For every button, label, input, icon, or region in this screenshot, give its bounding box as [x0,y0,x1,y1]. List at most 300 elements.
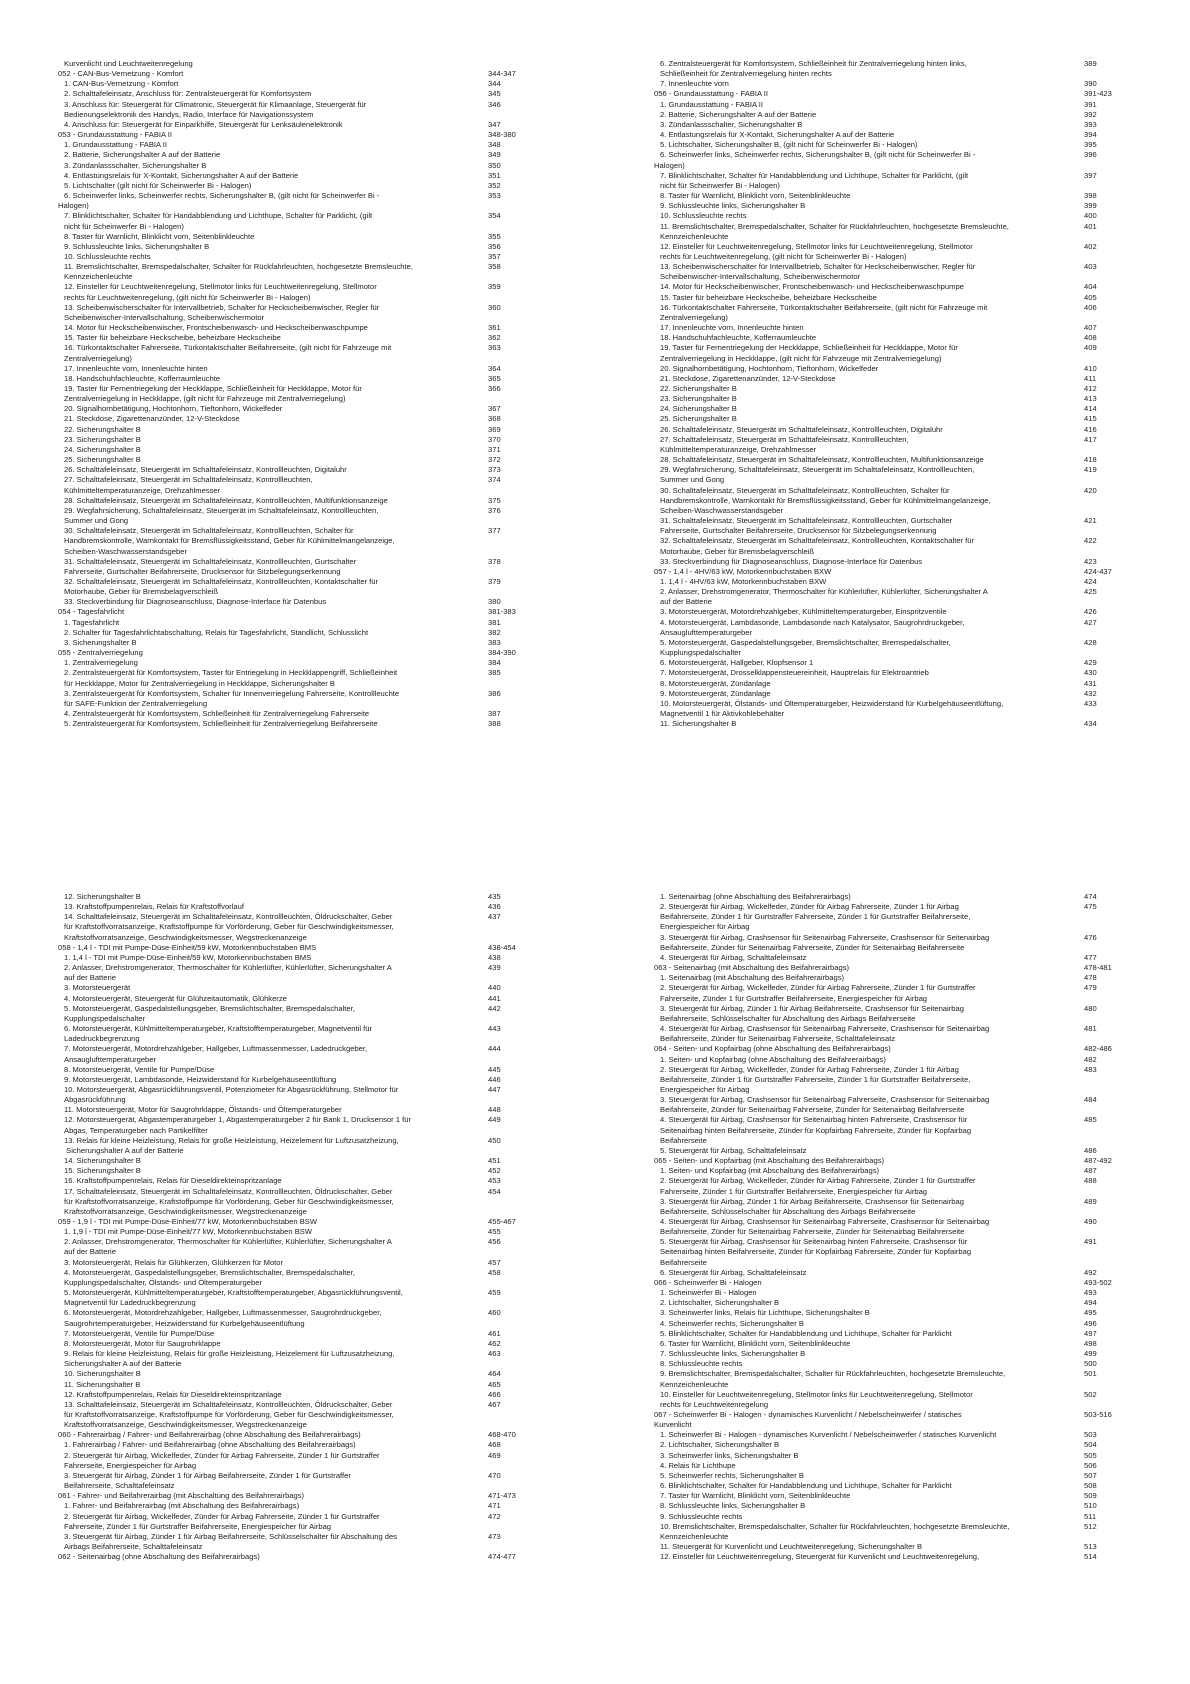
toc-entry [58,252,528,262]
toc-entry [58,1176,528,1186]
toc-entry [58,994,528,1004]
toc-section [654,1044,1124,1054]
toc-entry [654,1440,1124,1450]
toc-section [58,130,528,140]
toc-entry [58,638,528,648]
toc-text: Kennzeichenleuchte [660,231,729,241]
toc-entry [654,668,1124,678]
toc-text: 24. Sicherungshalter B [64,444,141,454]
toc-text: 12. Einsteller für Leuchtweitenregelung, Stellmotor links für Leuchtweitenregelung, Stellmotor [660,241,973,251]
toc-entry [654,1055,1124,1065]
toc-text: 26. Schalttafeleinsatz, Steuergerät im Schalttafeleinsatz, Kontrollleuchten, Digitaluhr [64,465,347,475]
toc-page-number: 466 [488,1389,501,1399]
toc-entry [58,668,528,678]
toc-text: 14. Motor für Heckscheibenwischer, Frontscheibenwasch- und Heckscheibenwaschpumpe [660,282,964,292]
toc-entry [58,1115,528,1125]
toc-entry-continuation [654,1136,1124,1146]
toc-page-number: 451 [488,1156,501,1166]
toc-entry-continuation [654,648,1124,658]
toc-entry [58,1400,528,1410]
toc-text: 19. Taster für Fernentriegelung der Heckklappe, Schließeinheit für Heckklappe, Motor für [64,384,362,393]
toc-entry-continuation [58,1034,528,1044]
toc-entry [654,374,1124,384]
toc-entry [58,577,528,587]
toc-entry [654,607,1124,617]
toc-page-number: 408 [1084,333,1097,343]
toc-page-number: 375 [488,495,501,505]
toc-text: Ansauglufttemperaturgeber [64,1054,157,1064]
toc-text: 1. Seiten- und Kopfairbag (ohne Abschaltung des Beifahrerairbags) [660,1054,886,1064]
toc-entry [654,1512,1124,1522]
toc-entry-continuation [58,313,528,323]
toc-page-number: 456 [488,1237,501,1247]
toc-entry [58,1329,528,1339]
toc-entry [654,282,1124,292]
toc-entry [654,699,1124,709]
toc-text: 066 - Scheinwerfer Bi - Halogen [654,1277,762,1287]
toc-column-bottom-right [654,892,1124,1562]
toc-entry [654,892,1124,902]
toc-page-number: 474-477 [488,1552,516,1562]
toc-text: 067 - Scheinwerfer Bi - Halogen - dynamisches Kurvenlicht / Nebelscheinwerfer / statisches [654,1409,962,1419]
toc-page-number: 398 [1084,191,1097,201]
toc-page-number: 442 [488,1003,501,1013]
toc-text: Ladedruckbegrenzung [64,1034,140,1044]
toc-page-number: 402 [1084,241,1097,251]
toc-page-number: 389 [1084,59,1097,68]
toc-entry [654,262,1124,272]
toc-entry [654,425,1124,435]
toc-text: 27. Schalttafeleinsatz, Steuergerät im Schalttafeleinsatz, Kontrollleuchten, [660,434,909,444]
toc-entry [58,120,528,130]
toc-text: Energiespeicher für Airbag [660,922,750,932]
toc-text: Beifahrerseite [660,1257,707,1267]
toc-page-number: 413 [1084,394,1097,404]
toc-page-number: 485 [1084,1115,1097,1125]
toc-entry [58,181,528,191]
toc-text: Kupplungspedalschalter, Ölstands- und Öltemperaturgeber [64,1277,262,1287]
toc-text: 5. Lichtschalter (gilt nicht für Scheinwerfer Bi - Halogen) [64,180,252,190]
toc-entry [58,597,528,607]
toc-text: 17. Schalttafeleinsatz, Steuergerät im Schalttafeleinsatz, Kontrollleuchten, Öldruckschalter, Geber [64,1186,393,1196]
toc-page-number: 495 [1084,1308,1097,1318]
toc-entry [654,486,1124,496]
toc-entry [654,1339,1124,1349]
toc-entry [58,384,528,394]
toc-text: Summer und Gong [660,475,725,485]
toc-page-number: 455 [488,1227,501,1237]
toc-page-number: 344-347 [488,69,516,79]
toc-text: 5. Blinklichtschalter, Schalter für Handabblendung und Lichthupe, Schalter für Parklicht [660,1328,952,1338]
toc-page-number: 430 [1084,668,1097,678]
toc-text: 13. Kraftstoffpumpenrelais, Relais für Kraftstoffvorlauf [64,902,244,912]
toc-text: nicht für Scheinwerfer Bi - Halogen) [660,180,780,190]
toc-entry [654,130,1124,140]
toc-page-number: 411 [1084,373,1097,383]
toc-page-number: 377 [488,526,501,536]
toc-column-bottom-left [58,892,528,1562]
toc-page-number: 441 [488,993,501,1003]
toc-entry [654,536,1124,546]
toc-page-number: 501 [1084,1369,1097,1379]
toc-page-number: 433 [1084,698,1097,708]
toc-entry [654,973,1124,983]
toc-page-number: 385 [488,668,501,678]
toc-page-number: 448 [488,1105,501,1115]
toc-page-number: 455-467 [488,1217,516,1226]
toc-entry-continuation [654,445,1124,455]
toc-page-number: 418 [1084,455,1097,465]
toc-text: Zentralverriegelung in Heckklappe, (gilt nicht für Fahrzeuge mit Zentralverriegelung) [64,394,346,404]
toc-text: 2. Anlasser, Drehstromgenerator, Thermoschalter für Kühlerlüfter, Kühlerlüfter, Sicherungshalter A [64,1237,392,1247]
toc-text: rechts für Leuchtweitenregelung, (gilt nicht für Scheinwerfer Bi - Halogen) [660,251,907,261]
toc-text: 4. Scheinwerfer rechts, Sicherungshalter B [660,1318,804,1328]
toc-text: Beifahrerseite, Schalttafeleinsatz [64,1481,175,1491]
toc-entry-continuation [654,912,1124,922]
toc-section [58,1552,528,1562]
toc-entry [654,577,1124,587]
toc-text: Zentralverriegelung) [660,312,728,322]
toc-page-number: 511 [1084,1511,1097,1521]
toc-entry [58,303,528,313]
toc-text: 7. Innenleuchte vorn [660,79,729,89]
toc-text: 16. Kraftstoffpumpenrelais, Relais für Dieseldirekteinspritzanlage [64,1176,282,1186]
toc-text: 2. Schalttafeleinsatz, Anschluss für: Zentralsteuergerät für Komfortsystem [64,89,312,99]
toc-text: Motorhaube, Geber für Bremsbelagverschleiß [64,587,219,597]
toc-page-number: 446 [488,1074,501,1084]
toc-entry-continuation [58,1542,528,1552]
toc-entry [654,79,1124,89]
toc-entry [58,150,528,160]
toc-text: 11. Bremslichtschalter, Bremspedalschalter, Schalter für Rückfahrleuchten, hochgesetzte Bremsleuchte, [660,221,1009,231]
toc-entry [654,1268,1124,1278]
toc-text: 14. Motor für Heckscheibenwischer, Frontscheibenwasch- und Heckscheibenwaschpumpe [64,323,368,333]
toc-text: 2. Lichtschalter, Sicherungshalter B [660,1298,780,1308]
toc-page-number: 469 [488,1450,501,1460]
toc-page-number: 462 [488,1338,501,1348]
toc-entry [58,1156,528,1166]
toc-page-number: 373 [488,465,501,475]
toc-text: 1. 1,4 l - 4HV/63 kW, Motorkennbuchstaben BXW [660,576,827,586]
toc-text: 10. Sicherungshalter B [64,1369,141,1379]
toc-text: Zentralverriegelung) [64,353,132,363]
toc-page-number: 450 [488,1135,501,1145]
toc-page-number: 425 [1084,587,1097,597]
toc-page-number: 499 [1084,1349,1097,1359]
toc-page-number: 507 [1084,1470,1097,1480]
toc-text: 22. Sicherungshalter B [64,424,141,434]
toc-page-number: 386 [488,688,501,698]
toc-entry [654,679,1124,689]
toc-page-number: 358 [488,262,501,272]
toc-entry [654,1481,1124,1491]
toc-entry [654,1095,1124,1105]
toc-text: 8. Motorsteuergerät, Motor für Saugrohrklappe [64,1338,221,1348]
toc-text: 12. Einsteller für Leuchtweitenregelung, Steuergerät für Kurvenlicht und Leuchtweitenregelung, [660,1552,980,1562]
toc-text: 059 - 1,9 l - TDI mit Pumpe-Düse-Einheit/77 kW, Motorkennbuchstaben BSW [58,1217,318,1226]
toc-text: 4. Motorsteuergerät, Lambdasonde, Lambdasonde nach Katalysator, Saugrohrdruckgeber, [660,617,965,627]
toc-entry [654,1471,1124,1481]
toc-page-number: 355 [488,231,501,241]
toc-text: 1. Grundausstattung - FABIA II [64,140,167,150]
toc-text: Zentralverriegelung in Heckklappe, (gilt nicht für Fahrzeuge mit Zentralverriegelung) [660,353,942,363]
toc-entry-continuation [654,1247,1124,1257]
toc-entry [58,953,528,963]
toc-page-number: 367 [488,404,501,414]
toc-entry [654,1288,1124,1298]
toc-text: 1. Scheinwerfer Bi - Halogen [660,1288,757,1298]
toc-text: Kurvenlicht [654,1420,692,1430]
toc-text: Seitenairbag hinten Beifahrerseite, Zünder für Kopfairbag Fahrerseite, Zünder für Kopfairbag [660,1247,972,1257]
toc-section [58,943,528,953]
toc-text: 11. Steuergerät für Kurvenlicht und Leuchtweitenregelung, Sicherungshalter B [660,1542,923,1551]
toc-entry [654,1461,1124,1471]
toc-text: 5. Zentralsteuergerät für Komfortsystem, Schließeinheit für Zentralverriegelung Beifahrerseite [64,719,378,729]
toc-page-number: 436 [488,902,501,912]
toc-page-number: 423 [1084,556,1097,566]
toc-entry [654,465,1124,475]
toc-page-number: 482 [1084,1054,1097,1064]
toc-page-number: 468 [488,1440,501,1450]
toc-page-number: 478-481 [1084,963,1112,973]
toc-entry-continuation [654,1380,1124,1390]
toc-entry [58,1004,528,1014]
toc-entry [654,1359,1124,1369]
toc-text: 6. Blinklichtschalter, Schalter für Handabblendung und Lichthupe, Schalter für Parklicht [660,1481,952,1491]
toc-entry [58,364,528,374]
toc-page-number: 482-486 [1084,1044,1112,1054]
toc-page-number: 498 [1084,1338,1097,1348]
toc-text: 1. 1,4 l - TDI mit Pumpe-Düse-Einheit/59 kW, Motorkennbuchstaben BMS [64,952,312,962]
toc-text: 1. Scheinwerfer Bi - Halogen - dynamisches Kurvenlicht / Nebelscheinwerfer / statisches Kurvenlicht [660,1430,997,1440]
toc-entry [58,323,528,333]
toc-entry [58,709,528,719]
toc-page-number: 368 [488,414,501,424]
toc-text: 15. Taster für beheizbare Heckscheibe, beheizbare Heckscheibe [64,333,281,343]
toc-entry-continuation [654,1207,1124,1217]
toc-text: 052 - CAN-Bus-Vernetzung - Komfort [58,69,184,79]
toc-text: Beifahrerseite, Zünder für Seitenairbag Fahrerseite, Zünder für Seitenairbag Beifahrerseite [660,942,965,952]
toc-page-number: 514 [1084,1552,1097,1562]
toc-page-number: 371 [488,444,501,454]
toc-entry [654,191,1124,201]
toc-section [654,963,1124,973]
toc-entry-continuation [654,922,1124,932]
toc-text: 3. Zündanlassschalter, Sicherungshalter B [64,160,207,170]
toc-page-number: 424 [1084,576,1097,586]
toc-text: 11. Bremslichtschalter, Bremspedalschalter, Schalter für Rückfahrleuchten, hochgesetzte Bremsleuchte, [64,262,413,272]
toc-entry [58,242,528,252]
toc-page-number: 387 [488,709,501,718]
toc-page-number: 459 [488,1288,501,1298]
toc-text: 8. Taster für Warnlicht, Blinklicht vorn, Seitenblinkleuchte [660,191,851,201]
toc-text: 2. Steuergerät für Airbag, Wickelfeder, Zünder für Airbag Fahrerseite, Zünder 1 für Gurtstraffer [660,1176,976,1186]
toc-text: 065 - Seiten- und Kopfairbag (mit Abschaltung des Beifahrerairbags) [654,1156,885,1166]
toc-page-number: 483 [1084,1064,1097,1074]
toc-entry [58,496,528,506]
toc-page-number: 427 [1084,617,1097,627]
toc-page-number: 407 [1084,323,1097,333]
toc-text: 31. Schalttafeleinsatz, Steuergerät im Schalttafeleinsatz, Kontrollleuchten, Gurtschalter [660,516,953,526]
toc-text: 5. Steuergerät für Airbag, Schalttafeleinsatz [660,1145,807,1155]
toc-text: 21. Steckdose, Zigarettenanzünder, 12-V-Steckdose [660,373,836,383]
toc-section [654,89,1124,99]
toc-entry-continuation [58,110,528,120]
toc-page-number: 493 [1084,1288,1097,1298]
toc-text: 1. Seiten- und Kopfairbag (mit Abschaltung des Beifahrerairbags) [660,1166,880,1176]
toc-text: 18. Handschuhfachleuchte, Kofferraumleuchte [660,333,817,343]
toc-text: 3. Steuergerät für Airbag, Zünder 1 für Airbag Beifahrerseite, Crashsensor für Seitenairbag [660,1196,964,1206]
toc-page-number: 438 [488,952,501,962]
toc-section [58,607,528,617]
toc-text: Beifahrerseite, Zünder für Seitenairbag Fahrerseite, Zünder für Seitenairbag Beifahrerseite [660,1105,965,1115]
toc-entry [58,526,528,536]
toc-page-number: 420 [1084,485,1097,495]
toc-entry-continuation [58,1146,528,1156]
toc-entry [58,404,528,414]
toc-entry-continuation [654,526,1124,536]
toc-text: 4. Steuergerät für Airbag, Crashsensor für Seitenairbag hinten Fahrerseite, Crashsensor für [660,1115,968,1125]
toc-page-number: 468-470 [488,1430,516,1440]
toc-entry-continuation [654,628,1124,638]
toc-text: 1. Grundausstattung - FABIA II [660,99,763,109]
toc-page-number: 348-380 [488,130,516,140]
toc-page-number: 410 [1084,363,1097,373]
toc-text: 13. Scheibenwischerschalter für Intervallbetrieb, Schalter für Heckscheibenwischer, Regler für [660,262,976,272]
toc-page-number: 510 [1084,1501,1097,1511]
toc-entry [654,1166,1124,1176]
toc-entry [654,384,1124,394]
toc-entry [58,232,528,242]
toc-entry [654,242,1124,252]
toc-text: 057 - 1,4 l - 4HV/63 kW, Motorkennbuchstaben BXW [654,566,832,576]
toc-entry [58,719,528,729]
toc-page-number: 505 [1084,1450,1097,1460]
toc-entry [58,445,528,455]
toc-entry [654,404,1124,414]
toc-page-number: 503 [1084,1430,1097,1440]
toc-text: auf der Batterie [660,597,712,607]
toc-text: 1. 1,9 l - TDI mit Pumpe-Düse-Einheit/77 kW, Motorkennbuchstaben BSW [64,1227,313,1237]
toc-text: 11. Sicherungshalter B [660,719,737,729]
toc-text: Scheiben-Waschwasserstandsgeber [660,505,783,515]
toc-page-number: 362 [488,333,501,343]
toc-entry-continuation [58,679,528,689]
toc-entry [654,1237,1124,1247]
toc-page-number: 492 [1084,1267,1097,1277]
toc-entry [58,1268,528,1278]
toc-entry [654,394,1124,404]
toc-text: Abgasrückführung [64,1095,126,1105]
toc-entry [654,140,1124,150]
toc-entry [654,1176,1124,1186]
toc-text: 27. Schalttafeleinsatz, Steuergerät im Schalttafeleinsatz, Kontrollleuchten, [64,475,313,485]
toc-text: 055 - Zentralverriegelung [58,648,143,658]
toc-page-number: 460 [488,1308,501,1318]
toc-page-number: 382 [488,627,501,637]
toc-page-number: 394 [1084,130,1097,140]
toc-text: 25. Sicherungshalter B [660,414,737,424]
toc-entry-continuation [654,161,1124,171]
toc-entry [58,374,528,384]
toc-entry [654,1298,1124,1308]
toc-entry [654,1146,1124,1156]
toc-text: Kupplungspedalschalter [660,648,742,658]
toc-entry [654,1501,1124,1511]
toc-text: 2. Zentralsteuergerät für Komfortsystem, Taster für Entriegelung in Heckklappengriff, Schließeinheit [64,668,398,678]
toc-page-number: 357 [488,251,501,261]
toc-entry-continuation [58,1014,528,1024]
toc-entry [58,414,528,424]
toc-text: 7. Taster für Warnlicht, Blinklicht vorn, Seitenblinkleuchte [660,1491,851,1501]
toc-page-number: 497 [1084,1328,1097,1338]
toc-page-number: 447 [488,1084,501,1094]
toc-text: Energiespeicher für Airbag [660,1084,750,1094]
toc-entry-continuation [58,1197,528,1207]
toc-entry [58,557,528,567]
toc-entry [58,1075,528,1085]
toc-page-number: 366 [488,384,501,393]
toc-page-number: 381 [488,617,501,627]
toc-entry [654,658,1124,668]
toc-page-number: 372 [488,455,501,465]
toc-page-number: 475 [1084,902,1097,912]
toc-page-number: 463 [488,1349,501,1359]
toc-entry-continuation [654,547,1124,557]
toc-page-number: 480 [1084,1003,1097,1013]
toc-text: 17. Innenleuchte vorn, Innenleuchte hinten [660,323,804,333]
toc-text: 13. Schalttafeleinsatz, Steuergerät im Schalttafeleinsatz, Kontrollleuchten, Öldruckschalter, Geber [64,1399,393,1409]
toc-text: 5. Scheinwerfer rechts, Sicherungshalter B [660,1470,804,1480]
toc-text: 3. Steuergerät für Airbag, Zünder 1 für Airbag Beifahrerseite, Crashsensor für Seitenairbag [660,1003,964,1013]
toc-text: 5. Motorsteuergerät, Kühlmitteltemperaturgeber, Kraftstofftemperaturgeber, Abgasrückführungsventil, [64,1288,403,1298]
toc-entry [58,333,528,343]
toc-page-number: 432 [1084,688,1097,698]
toc-text: 7. Schlussleuchte links, Sicherungshalter B [660,1349,806,1359]
toc-page-number: 491 [1084,1237,1097,1247]
toc-text: 4. Zentralsteuergerät für Komfortsystem, Schließeinheit für Zentralverriegelung Fahrerseite [64,709,370,718]
toc-entry [58,1065,528,1075]
toc-page-number: 465 [488,1379,501,1389]
toc-page-number: 388 [488,719,501,729]
toc-text: 6. Taster für Warnlicht, Blinklicht vorn, Seitenblinkleuchte [660,1338,851,1348]
toc-text: 3. Steuergerät für Airbag, Crashsensor für Seitenairbag Fahrerseite, Crashsensor für Seitenairbag [660,1095,990,1105]
toc-column-top-right [654,59,1124,729]
toc-page-number: 477 [1084,952,1097,962]
toc-page-number: 383 [488,637,501,647]
toc-page-number: 470 [488,1470,501,1480]
toc-text: 6. Motorsteuergerät, Hallgeber, Klopfsensor 1 [660,658,814,668]
toc-entry [654,222,1124,232]
toc-page-number: 438-454 [488,942,516,952]
toc-text: 12. Kraftstoffpumpenrelais, Relais für Dieseldirekteinspritzanlage [64,1389,282,1399]
toc-text: Sicherungshalter A auf der Batterie [64,1145,184,1155]
toc-page-number: 412 [1084,384,1097,393]
toc-page-number: 378 [488,556,501,566]
toc-page-number: 486 [1084,1145,1097,1155]
toc-text: 3. Motorsteuergerät [64,983,131,993]
toc-text: 1. Tagesfahrlicht [64,617,120,627]
toc-text: für SAFE-Funktion der Zentralverriegelung [64,698,208,708]
toc-text: Handbremskontrolle, Warnkontakt für Bremsflüssigkeitsstand, Geber für Kühlmittelmangelanzeige, [64,536,395,546]
toc-page-number: 421 [1084,516,1097,526]
toc-entry [654,1115,1124,1125]
toc-entry-continuation [58,1298,528,1308]
toc-page-number: 361 [488,323,501,333]
toc-text: 10. Schlussleuchte rechts [660,211,747,221]
toc-text: 10. Motorsteuergerät, Ölstands- und Öltemperaturgeber, Heizwiderstand für Kurbelgehäuseentlüftung, [660,698,1004,708]
toc-page-number: 489 [1084,1196,1097,1206]
